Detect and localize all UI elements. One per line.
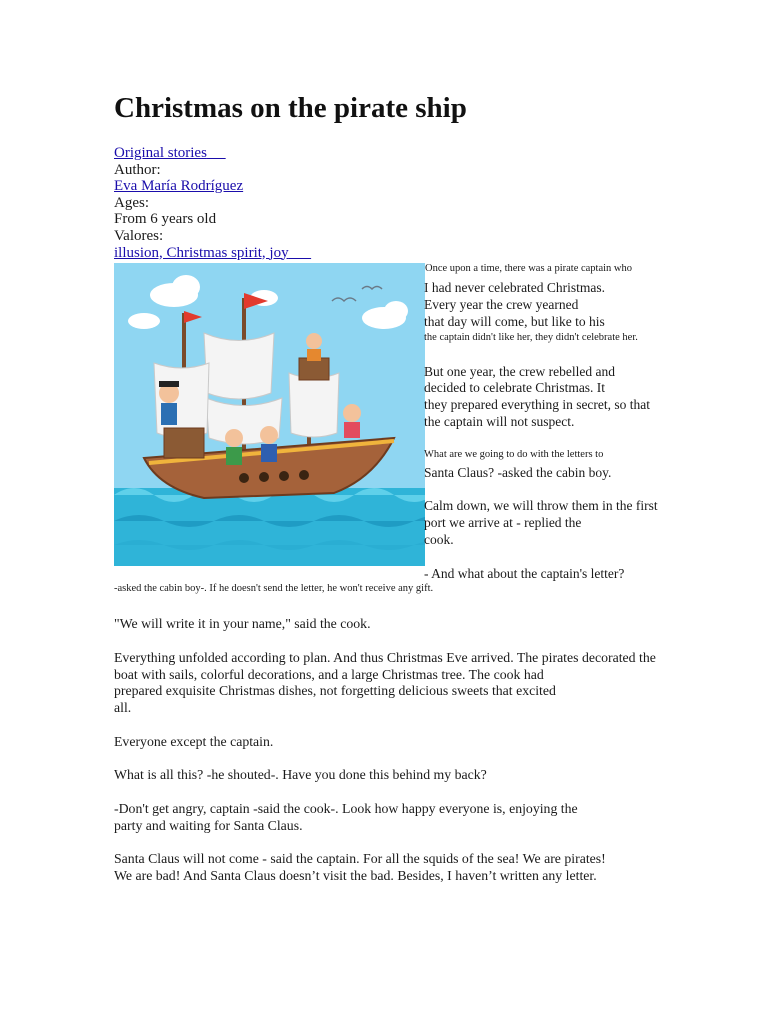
author-link[interactable]: Eva María Rodríguez	[114, 178, 244, 195]
story-line: they prepared everything in secret, so that	[424, 397, 651, 412]
story-line: Calm down, we will throw them in the first	[424, 498, 658, 513]
story-line: all.	[114, 700, 132, 715]
ages-value: From 6 years old	[114, 211, 217, 228]
story-line: What are we going to do with the letters to	[424, 449, 604, 460]
story-metadata	[114, 145, 311, 261]
category-link[interactable]: Original stories	[114, 145, 207, 161]
story-line: Everyone except the captain.	[114, 734, 274, 749]
story-line: -asked the cabin boy-. If he doesn't send the letter, he won't receive any gift.	[114, 583, 434, 594]
story-line: Santa Claus? -asked the cabin boy.	[424, 465, 612, 480]
story-line: Everything unfolded according to plan. And thus Christmas Eve arrived. The pirates decorated the	[114, 650, 656, 665]
story-line: the captain didn't like her, they didn't celebrate her.	[424, 332, 638, 343]
values-label: Valores:	[114, 227, 164, 244]
story-line: - And what about the captain's letter?	[424, 566, 625, 581]
story-line: We are bad! And Santa Claus doesn’t visit the bad. Besides, I haven’t written any letter.	[114, 868, 597, 883]
story-title: Christmas on the pirate ship	[114, 92, 467, 124]
story-line: But one year, the crew rebelled and	[424, 364, 615, 379]
author-label: Author:	[114, 161, 161, 178]
story-line: prepared exquisite Christmas dishes, not forgetting delicious sweets that excited	[114, 683, 556, 698]
values-link-trail	[289, 245, 312, 261]
story-line: the captain will not suspect.	[424, 414, 575, 429]
pirate-ship-illustration	[114, 263, 425, 566]
ages-label: Ages:	[114, 194, 149, 211]
story-line: Santa Claus will not come - said the captain. For all the squids of the sea! We are pirates!	[114, 851, 606, 866]
story-line: port we arrive at - replied the	[424, 515, 582, 530]
story-line: party and waiting for Santa Claus.	[114, 818, 303, 833]
category-link-trail	[207, 145, 226, 161]
story-line: Once upon a time, there was a pirate captain who	[425, 263, 633, 274]
story-line: I had never celebrated Christmas.	[424, 280, 606, 295]
story-line: cook.	[424, 532, 454, 547]
values-links[interactable]: illusion, Christmas spirit, joy	[114, 244, 289, 261]
story-line: "We will write it in your name," said the cook.	[114, 616, 371, 631]
story-line: that day will come, but like to his	[424, 314, 605, 329]
story-line: boat with sails, colorful decorations, and a large Christmas tree. The cook had	[114, 667, 544, 682]
story-line: -Don't get angry, captain -said the cook-. Look how happy everyone is, enjoying the	[114, 801, 578, 816]
story-line: decided to celebrate Christmas. It	[424, 380, 606, 395]
story-line: What is all this? -he shouted-. Have you done this behind my back?	[114, 767, 487, 782]
story-line: Every year the crew yearned	[424, 297, 579, 312]
